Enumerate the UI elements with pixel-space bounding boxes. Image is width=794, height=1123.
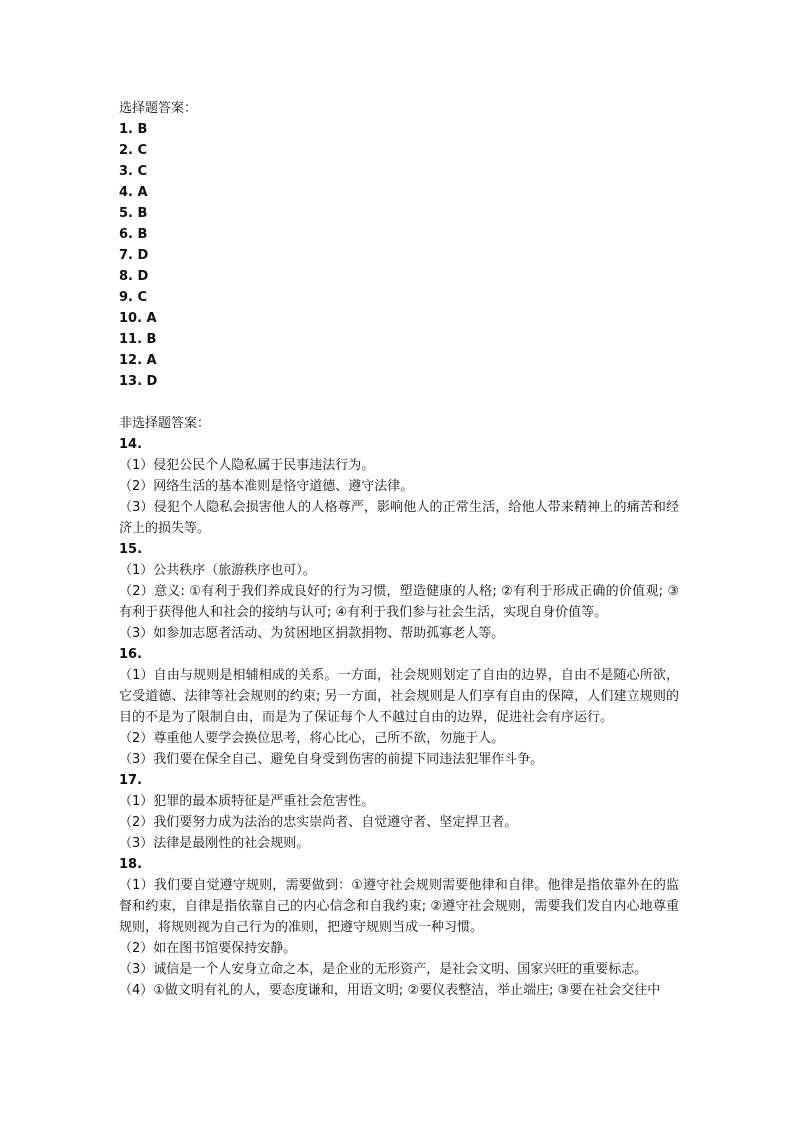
question-18-answer-2: （2）如在图书馆要保持安静。 [119,941,297,956]
mc-answer-1: 1. B [119,122,148,137]
mc-answer-7: 7. D [119,248,149,263]
section-spacer [119,392,679,413]
question-15-answer-2: （2）意义: ①有利于我们养成良好的行为习惯，塑造健康的人格; ②有利于形成正确的价值观; ③有利于获得他人和社会的接纳与认可; ④有利于我们参与社会生活，实现自身价值等。 [119,584,679,620]
mc-answer-5: 5. B [119,206,148,221]
question-14-answer-3: （3）侵犯个人隐私会损害他人的人格尊严，影响他人的正常生活，给他人带来精神上的痛苦和经济上的损失等。 [119,500,679,536]
question-18-number: 18. [119,857,143,872]
question-18-answer-4: （4）①做文明有礼的人，要态度谦和，用语文明; ②要仪表整洁，举止端庄; ③要在社会交往中 [119,983,661,998]
mc-answer-3: 3. C [119,164,148,179]
mc-answer-8: 8. D [119,269,149,284]
mc-answer-6: 6. B [119,227,148,242]
mc-answer-4: 4. A [119,185,148,200]
mc-answer-13: 13. D [119,374,158,389]
question-17-answer-3: （3）法律是最刚性的社会规则。 [119,836,310,851]
answer-document [119,98,679,1001]
question-16-answer-3: （3）我们要在保全自己、避免自身受到伤害的前提下同违法犯罪作斗争。 [119,752,544,767]
mc-answer-12: 12. A [119,353,157,368]
mc-answer-10: 10. A [119,311,157,326]
question-14-answer-2: （2）网络生活的基本准则是恪守道德、遵守法律。 [119,479,414,494]
mc-heading: 选择题答案： [119,101,198,116]
nonmc-heading: 非选择题答案： [119,416,211,431]
question-17-number: 17. [119,773,143,788]
question-14-answer-1: （1）侵犯公民个人隐私属于民事违法行为。 [119,458,375,473]
mc-answer-11: 11. B [119,332,157,347]
question-17-answer-1: （1）犯罪的最本质特征是严重社会危害性。 [119,794,375,809]
question-15-answer-3: （3）如参加志愿者活动、为贫困地区捐款捐物、帮助孤寡老人等。 [119,626,505,641]
question-16-answer-1: （1）自由与规则是相辅相成的关系。一方面，社会规则划定了自由的边界，自由不是随心所欲，它受道德、法律等社会规则的约束; 另一方面，社会规则是人们享有自由的保障，人们建立规则的目的不是为了限制自由，而是为了保证每个人不越过自由的边界，促进社会有序运行。 [119,668,679,725]
question-18-answer-1: （1）我们要自觉遵守规则，需要做到：①遵守社会规则需要他律和自律。他律是指依靠外在的监督和约束，自律是指依靠自己的内心信念和自我约束; ②遵守社会规则，需要我们发自内心地尊重规则，将规则视为自己行为的准则，把遵守规则当成一种习惯。 [119,878,679,935]
question-15-answer-1: （1）公共秩序（旅游秩序也可）。 [119,563,316,578]
mc-answer-2: 2. C [119,143,148,158]
question-14-number: 14. [119,437,143,452]
question-18-answer-3: （3）诚信是一个人安身立命之本，是企业的无形资产，是社会文明、国家兴旺的重要标志。 [119,962,648,977]
question-17-answer-2: （2）我们要努力成为法治的忠实崇尚者、自觉遵守者、坚定捍卫者。 [119,815,518,830]
question-16-number: 16. [119,647,143,662]
question-15-number: 15. [119,542,143,557]
question-16-answer-2: （2）尊重他人要学会换位思考，将心比心，己所不欲，勿施于人。 [119,731,505,746]
mc-answer-9: 9. C [119,290,148,305]
